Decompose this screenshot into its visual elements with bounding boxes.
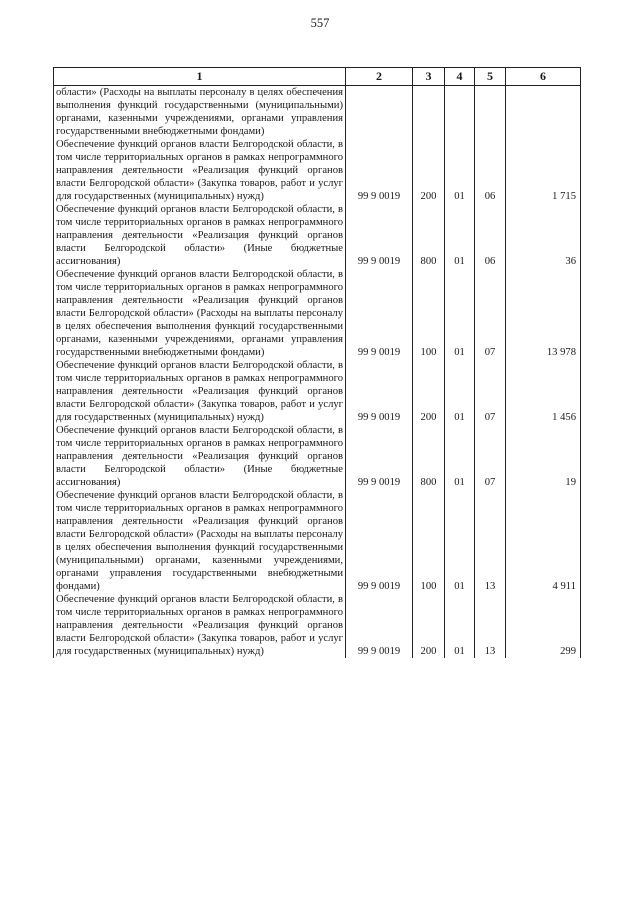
row-expense-type: 800	[413, 424, 445, 489]
row-description: Обеспечение функций органов власти Белгородской области, в том числе территориальных органов в рамках непрограммного направления деятельности «Реализация функций органов власти Белгородской области» (Иные бюджетные ассигнования)	[54, 424, 346, 489]
row-description: Обеспечение функций органов власти Белгородской области, в том числе территориальных органов в рамках непрограммного направления деятельности «Реализация функций органов власти Белгородской области» (Закупка товаров, работ и услуг для государственных (муниципальных) нужд)	[54, 359, 346, 424]
row-code: 99 9 0019	[346, 489, 413, 593]
table-row	[54, 138, 581, 203]
row-section: 01	[445, 424, 475, 489]
row-section: 01	[445, 138, 475, 203]
row-code: 99 9 0019	[346, 424, 413, 489]
header-col-2: 2	[346, 68, 413, 86]
row-subsection	[475, 86, 506, 139]
row-expense-type: 200	[413, 593, 445, 658]
table-row	[54, 203, 581, 268]
header-col-3: 3	[413, 68, 445, 86]
row-section: 01	[445, 593, 475, 658]
row-subsection: 13	[475, 593, 506, 658]
row-code	[346, 86, 413, 139]
row-amount: 36	[506, 203, 581, 268]
table-row	[54, 593, 581, 658]
row-expense-type: 200	[413, 138, 445, 203]
table-header	[54, 68, 581, 86]
row-code: 99 9 0019	[346, 138, 413, 203]
header-col-4: 4	[445, 68, 475, 86]
row-code: 99 9 0019	[346, 203, 413, 268]
row-amount: 13 978	[506, 268, 581, 359]
row-subsection: 07	[475, 268, 506, 359]
header-col-6: 6	[506, 68, 581, 86]
header-col-5: 5	[475, 68, 506, 86]
row-section: 01	[445, 268, 475, 359]
row-subsection: 06	[475, 203, 506, 268]
row-amount: 1 456	[506, 359, 581, 424]
row-description: Обеспечение функций органов власти Белгородской области, в том числе территориальных органов в рамках непрограммного направления деятельности «Реализация функций органов власти Белгородской области» (Иные бюджетные ассигнования)	[54, 203, 346, 268]
row-section: 01	[445, 489, 475, 593]
row-description: Обеспечение функций органов власти Белгородской области, в том числе территориальных органов в рамках непрограммного направления деятельности «Реализация функций органов власти Белгородской области» (Закупка товаров, работ и услуг для государственных (муниципальных) нужд)	[54, 593, 346, 658]
row-expense-type	[413, 86, 445, 139]
row-code: 99 9 0019	[346, 268, 413, 359]
row-subsection: 13	[475, 489, 506, 593]
page-number: 557	[310, 16, 330, 30]
header-row	[54, 68, 581, 86]
row-expense-type: 100	[413, 268, 445, 359]
row-section: 01	[445, 359, 475, 424]
row-amount: 1 715	[506, 138, 581, 203]
row-expense-type: 200	[413, 359, 445, 424]
table-row	[54, 268, 581, 359]
row-section	[445, 86, 475, 139]
row-subsection: 06	[475, 138, 506, 203]
row-amount: 19	[506, 424, 581, 489]
row-subsection: 07	[475, 359, 506, 424]
table-row	[54, 424, 581, 489]
row-subsection: 07	[475, 424, 506, 489]
table-row	[54, 359, 581, 424]
row-description: Обеспечение функций органов власти Белгородской области, в том числе территориальных органов в рамках непрограммного направления деятельности «Реализация функций органов власти Белгородской области» (Расходы на выплаты персоналу в целях обеспечения выполнения функций государственными (муниципальными) органами, казенными учреждениями, органами управления государственными внебюджетными фондами)	[54, 489, 346, 593]
table-row	[54, 489, 581, 593]
row-expense-type: 100	[413, 489, 445, 593]
row-description: области» (Расходы на выплаты персоналу в целях обеспечения выполнения функций государственными (муниципальными) органами, казенными учреждениями, органами управления государственными внебюджетными фондами)	[54, 86, 346, 139]
row-amount: 299	[506, 593, 581, 658]
header-col-1: 1	[54, 68, 346, 86]
row-expense-type: 800	[413, 203, 445, 268]
row-code: 99 9 0019	[346, 593, 413, 658]
row-description: Обеспечение функций органов власти Белгородской области, в том числе территориальных органов в рамках непрограммного направления деятельности «Реализация функций органов власти Белгородской области» (Закупка товаров, работ и услуг для государственных (муниципальных) нужд)	[54, 138, 346, 203]
table-body	[54, 86, 581, 659]
row-section: 01	[445, 203, 475, 268]
budget-table	[53, 67, 581, 658]
row-amount: 4 911	[506, 489, 581, 593]
table-row	[54, 86, 581, 139]
row-code: 99 9 0019	[346, 359, 413, 424]
row-amount	[506, 86, 581, 139]
row-description: Обеспечение функций органов власти Белгородской области, в том числе территориальных органов в рамках непрограммного направления деятельности «Реализация функций органов власти Белгородской области» (Расходы на выплаты персоналу в целях обеспечения выполнения функций государственными органами, казенными учреждениями, органами управления государственными внебюджетными фондами)	[54, 268, 346, 359]
